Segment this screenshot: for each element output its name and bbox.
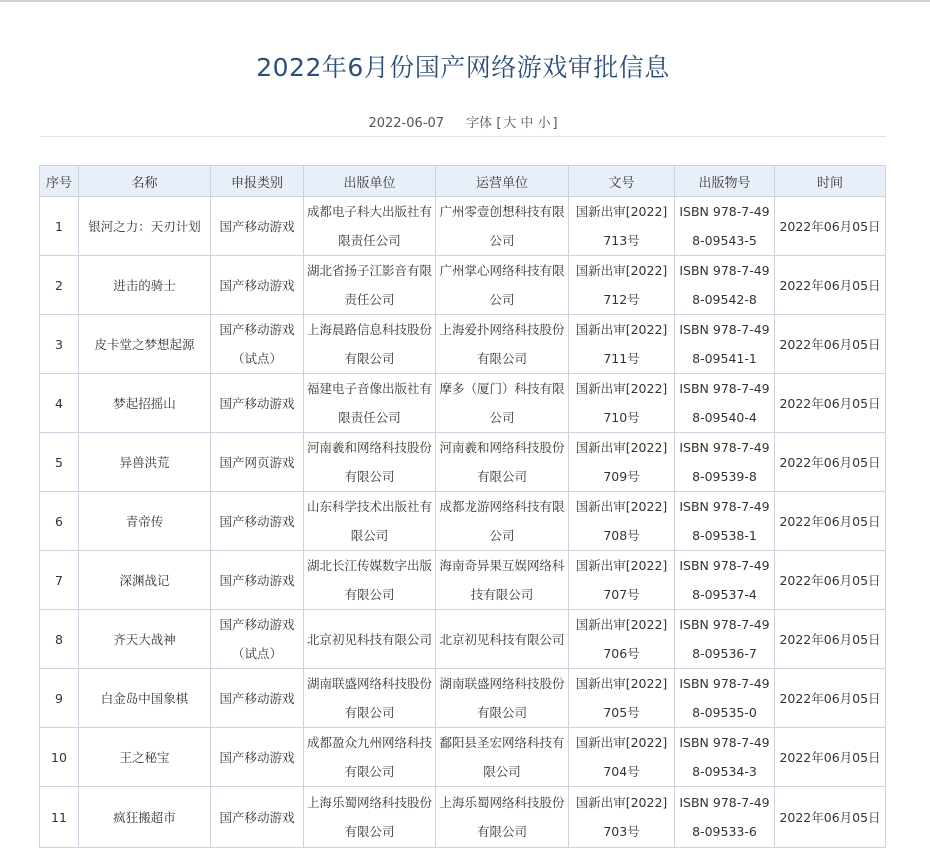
cell-publisher: 湖北长江传媒数字出版有限公司 bbox=[304, 551, 436, 610]
cell-isbn: ISBN 978-7-498-09541-1 bbox=[675, 315, 775, 374]
cell-no: 8 bbox=[40, 610, 79, 669]
cell-operator: 鄱阳县圣宏网络科技有限公司 bbox=[436, 728, 569, 787]
cell-no: 2 bbox=[40, 256, 79, 315]
table-row bbox=[40, 669, 886, 728]
cell-publisher: 湖北省扬子江影音有限责任公司 bbox=[304, 256, 436, 315]
header-no: 序号 bbox=[40, 166, 79, 197]
cell-category: 国产移动游戏（试点） bbox=[211, 315, 304, 374]
cell-isbn: ISBN 978-7-498-09538-1 bbox=[675, 492, 775, 551]
cell-publisher: 成都电子科大出版社有限责任公司 bbox=[304, 197, 436, 256]
cell-publisher: 上海乐蜀网络科技股份有限公司 bbox=[304, 787, 436, 848]
cell-publisher: 上海晨路信息科技股份有限公司 bbox=[304, 315, 436, 374]
header-category: 申报类别 bbox=[211, 166, 304, 197]
cell-no: 6 bbox=[40, 492, 79, 551]
font-size-large-link[interactable]: 大 bbox=[503, 116, 517, 131]
font-size-bracket-close: ] bbox=[552, 116, 558, 131]
cell-category: 国产移动游戏 bbox=[211, 728, 304, 787]
cell-category: 国产移动游戏 bbox=[211, 374, 304, 433]
cell-name: 梦起招摇山 bbox=[79, 374, 211, 433]
cell-category: 国产移动游戏 bbox=[211, 492, 304, 551]
cell-doc-no: 国新出审[2022]711号 bbox=[569, 315, 675, 374]
cell-no: 3 bbox=[40, 315, 79, 374]
cell-doc-no: 国新出审[2022]709号 bbox=[569, 433, 675, 492]
cell-category: 国产移动游戏 bbox=[211, 787, 304, 848]
cell-isbn: ISBN 978-7-498-09533-6 bbox=[675, 787, 775, 848]
cell-date: 2022年06月05日 bbox=[775, 787, 886, 848]
cell-isbn: ISBN 978-7-498-09539-8 bbox=[675, 433, 775, 492]
cell-no: 1 bbox=[40, 197, 79, 256]
article-title: 2022年6月份国产网络游戏审批信息 bbox=[256, 53, 670, 82]
cell-category: 国产移动游戏 bbox=[211, 551, 304, 610]
header-doc-no: 文号 bbox=[569, 166, 675, 197]
cell-name: 银河之力：天刃计划 bbox=[79, 197, 211, 256]
cell-doc-no: 国新出审[2022]708号 bbox=[569, 492, 675, 551]
table-row bbox=[40, 551, 886, 610]
table-header-row bbox=[40, 166, 886, 197]
cell-no: 9 bbox=[40, 669, 79, 728]
cell-date: 2022年06月05日 bbox=[775, 197, 886, 256]
cell-doc-no: 国新出审[2022]710号 bbox=[569, 374, 675, 433]
cell-operator: 摩多（厦门）科技有限公司 bbox=[436, 374, 569, 433]
cell-date: 2022年06月05日 bbox=[775, 374, 886, 433]
cell-operator: 湖南联盛网络科技股份有限公司 bbox=[436, 669, 569, 728]
cell-category: 国产网页游戏 bbox=[211, 433, 304, 492]
table-row bbox=[40, 433, 886, 492]
cell-publisher: 河南羲和网络科技股份有限公司 bbox=[304, 433, 436, 492]
cell-date: 2022年06月05日 bbox=[775, 256, 886, 315]
cell-operator: 上海爱扑网络科技股份有限公司 bbox=[436, 315, 569, 374]
cell-date: 2022年06月05日 bbox=[775, 315, 886, 374]
cell-operator: 上海乐蜀网络科技股份有限公司 bbox=[436, 787, 569, 848]
cell-publisher: 成都盈众九州网络科技有限公司 bbox=[304, 728, 436, 787]
publish-date: 2022-06-07 bbox=[368, 116, 445, 131]
cell-name: 深渊战记 bbox=[79, 551, 211, 610]
table-row bbox=[40, 787, 886, 848]
cell-date: 2022年06月05日 bbox=[775, 610, 886, 669]
header-name: 名称 bbox=[79, 166, 211, 197]
cell-doc-no: 国新出审[2022]703号 bbox=[569, 787, 675, 848]
cell-doc-no: 国新出审[2022]705号 bbox=[569, 669, 675, 728]
cell-no: 5 bbox=[40, 433, 79, 492]
cell-operator: 河南羲和网络科技股份有限公司 bbox=[436, 433, 569, 492]
cell-no: 10 bbox=[40, 728, 79, 787]
cell-isbn: ISBN 978-7-498-09535-0 bbox=[675, 669, 775, 728]
cell-operator: 成都龙游网络科技有限公司 bbox=[436, 492, 569, 551]
cell-isbn: ISBN 978-7-498-09540-4 bbox=[675, 374, 775, 433]
font-size-bracket-open: [ bbox=[496, 116, 502, 131]
table-row bbox=[40, 315, 886, 374]
table-row bbox=[40, 610, 886, 669]
cell-operator: 海南奇异果互娱网络科技有限公司 bbox=[436, 551, 569, 610]
cell-name: 齐天大战神 bbox=[79, 610, 211, 669]
cell-name: 白金岛中国象棋 bbox=[79, 669, 211, 728]
article-meta bbox=[0, 112, 926, 131]
cell-category: 国产移动游戏 bbox=[211, 669, 304, 728]
table-row bbox=[40, 492, 886, 551]
cell-no: 11 bbox=[40, 787, 79, 848]
table-row bbox=[40, 728, 886, 787]
table-row bbox=[40, 256, 886, 315]
cell-category: 国产移动游戏（试点） bbox=[211, 610, 304, 669]
font-size-label: 字体 bbox=[466, 116, 493, 131]
cell-category: 国产移动游戏 bbox=[211, 256, 304, 315]
font-size-small-link[interactable]: 小 bbox=[537, 116, 551, 131]
header-date: 时间 bbox=[775, 166, 886, 197]
cell-publisher: 山东科学技术出版社有限公司 bbox=[304, 492, 436, 551]
cell-category: 国产移动游戏 bbox=[211, 197, 304, 256]
header-isbn: 出版物号 bbox=[675, 166, 775, 197]
cell-isbn: ISBN 978-7-498-09542-8 bbox=[675, 256, 775, 315]
cell-operator: 北京初见科技有限公司 bbox=[436, 610, 569, 669]
cell-name: 疯狂搬超市 bbox=[79, 787, 211, 848]
cell-doc-no: 国新出审[2022]713号 bbox=[569, 197, 675, 256]
cell-no: 4 bbox=[40, 374, 79, 433]
cell-date: 2022年06月05日 bbox=[775, 669, 886, 728]
cell-isbn: ISBN 978-7-498-09536-7 bbox=[675, 610, 775, 669]
cell-doc-no: 国新出审[2022]704号 bbox=[569, 728, 675, 787]
cell-publisher: 福建电子音像出版社有限责任公司 bbox=[304, 374, 436, 433]
cell-doc-no: 国新出审[2022]712号 bbox=[569, 256, 675, 315]
cell-name: 青帝传 bbox=[79, 492, 211, 551]
font-size-medium-link[interactable]: 中 bbox=[520, 116, 534, 131]
cell-isbn: ISBN 978-7-498-09537-4 bbox=[675, 551, 775, 610]
cell-operator: 广州零壹创想科技有限公司 bbox=[436, 197, 569, 256]
top-border bbox=[0, 0, 930, 2]
header-publisher: 出版单位 bbox=[304, 166, 436, 197]
cell-date: 2022年06月05日 bbox=[775, 492, 886, 551]
table-row bbox=[40, 374, 886, 433]
cell-no: 7 bbox=[40, 551, 79, 610]
cell-name: 进击的骑士 bbox=[79, 256, 211, 315]
cell-date: 2022年06月05日 bbox=[775, 551, 886, 610]
cell-name: 王之秘宝 bbox=[79, 728, 211, 787]
cell-doc-no: 国新出审[2022]706号 bbox=[569, 610, 675, 669]
cell-isbn: ISBN 978-7-498-09543-5 bbox=[675, 197, 775, 256]
cell-publisher: 湖南联盛网络科技股份有限公司 bbox=[304, 669, 436, 728]
cell-name: 异兽洪荒 bbox=[79, 433, 211, 492]
table-row bbox=[40, 197, 886, 256]
cell-date: 2022年06月05日 bbox=[775, 433, 886, 492]
meta-divider bbox=[40, 136, 886, 137]
cell-operator: 广州掌心网络科技有限公司 bbox=[436, 256, 569, 315]
cell-publisher: 北京初见科技有限公司 bbox=[304, 610, 436, 669]
cell-date: 2022年06月05日 bbox=[775, 728, 886, 787]
cell-isbn: ISBN 978-7-498-09534-3 bbox=[675, 728, 775, 787]
header-operator: 运营单位 bbox=[436, 166, 569, 197]
cell-doc-no: 国新出审[2022]707号 bbox=[569, 551, 675, 610]
cell-name: 皮卡堂之梦想起源 bbox=[79, 315, 211, 374]
approval-table bbox=[39, 165, 886, 848]
